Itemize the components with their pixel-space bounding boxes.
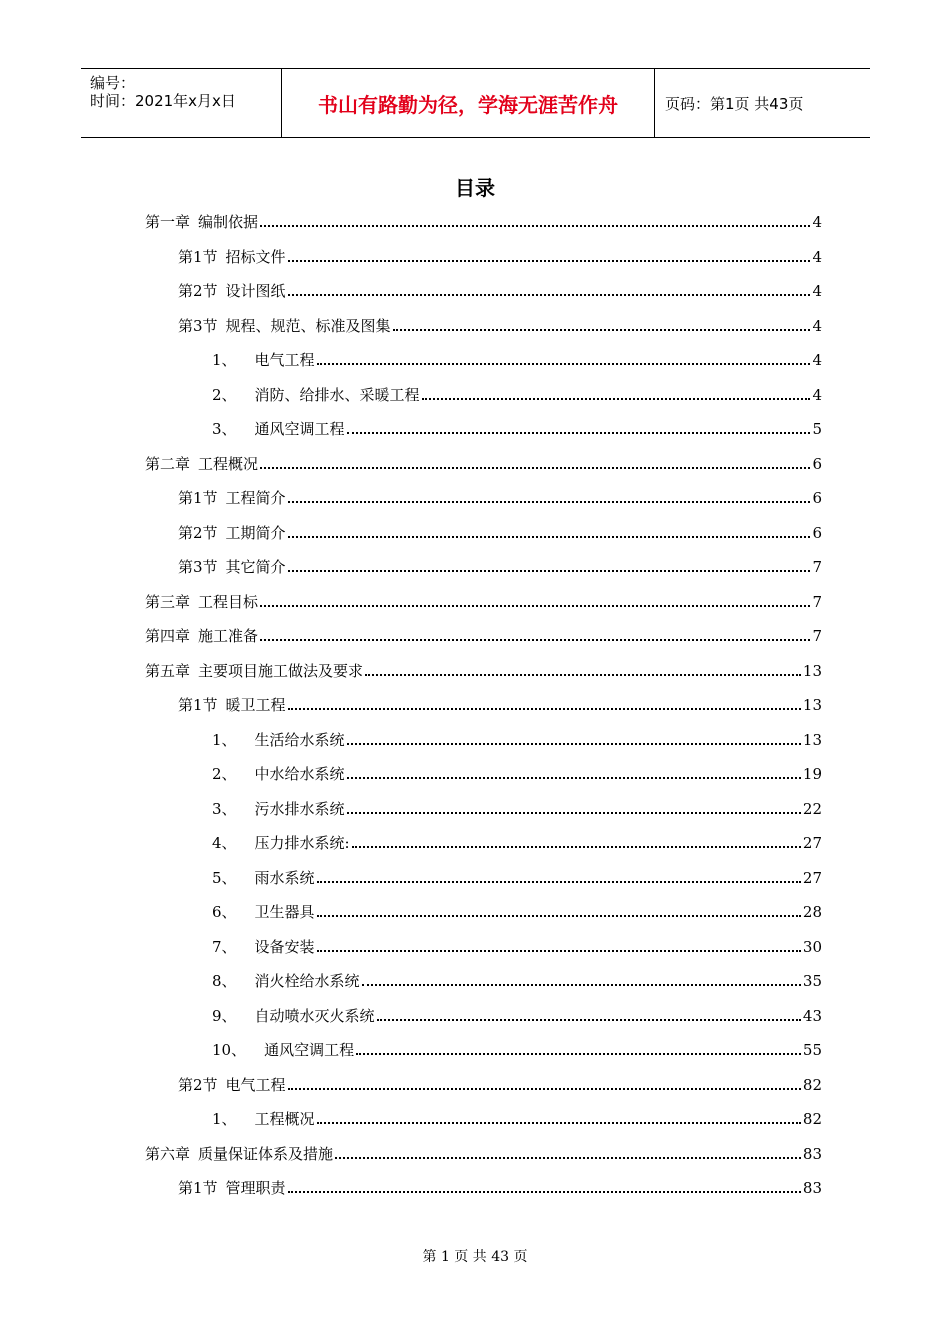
dot-leader xyxy=(288,536,811,538)
toc-entry-number: 1、 xyxy=(212,351,237,369)
toc-entry-number: 第1节 xyxy=(178,696,218,714)
toc-entry[interactable] xyxy=(212,900,822,922)
toc-entry-title: 工程概况 xyxy=(254,1110,315,1128)
toc-entry[interactable] xyxy=(145,210,822,232)
toc-entry-page: 27 xyxy=(802,869,822,887)
dot-leader xyxy=(347,777,801,779)
toc-entry-number: 第1节 xyxy=(178,1179,218,1197)
toc-entry[interactable] xyxy=(178,555,822,577)
toc-entry-number: 第3节 xyxy=(178,558,218,576)
toc-entry-number: 1、 xyxy=(212,731,237,749)
header-motto: 书山有路勤为径，学海无涯苦作舟 xyxy=(318,92,618,117)
toc-entry-page: 82 xyxy=(802,1076,822,1094)
page-header xyxy=(81,68,870,138)
toc-entry-number: 第三章 xyxy=(145,593,191,611)
toc-entry-title: 主要项目施工做法及要求 xyxy=(198,662,364,680)
toc-entry[interactable] xyxy=(145,624,822,646)
toc-entry[interactable] xyxy=(178,279,822,301)
toc-entry-page: 6 xyxy=(812,489,822,507)
header-meta xyxy=(81,69,281,137)
dot-leader xyxy=(347,432,811,434)
dot-leader xyxy=(317,1122,801,1124)
toc-entry-title: 中水给水系统 xyxy=(254,765,345,783)
toc-entry-number: 1、 xyxy=(212,1110,237,1128)
toc-entry-page: 22 xyxy=(802,800,822,818)
toc-entry[interactable] xyxy=(212,1004,822,1026)
toc-entry-number: 10、 xyxy=(212,1041,247,1059)
toc-entry-page: 4 xyxy=(812,386,822,404)
toc-entry-number: 第2节 xyxy=(178,1076,218,1094)
toc-entry-title: 消火栓给水系统 xyxy=(254,972,360,990)
toc-entry-page: 28 xyxy=(802,903,822,921)
toc-entry[interactable] xyxy=(212,762,822,784)
dot-leader xyxy=(288,1088,801,1090)
dot-leader xyxy=(377,1019,801,1021)
toc-entry[interactable] xyxy=(178,486,822,508)
toc-entry-title: 雨水系统 xyxy=(254,869,315,887)
toc-entry-title: 污水排水系统 xyxy=(254,800,345,818)
toc-entry[interactable] xyxy=(178,1073,822,1095)
toc-title: 目录 xyxy=(455,176,495,200)
toc-entry-page: 35 xyxy=(802,972,822,990)
toc-entry[interactable] xyxy=(178,521,822,543)
toc-entry[interactable] xyxy=(212,417,822,439)
toc-entry-page: 7 xyxy=(812,558,822,576)
toc-entry-page: 43 xyxy=(802,1007,822,1025)
toc-entry[interactable] xyxy=(178,693,822,715)
toc-entry-number: 2、 xyxy=(212,765,237,783)
toc-entry-page: 82 xyxy=(802,1110,822,1128)
dot-leader xyxy=(260,225,810,227)
toc-entry-page: 13 xyxy=(802,731,822,749)
toc-entry-number: 6、 xyxy=(212,903,237,921)
dot-leader xyxy=(356,1053,801,1055)
dot-leader xyxy=(288,260,811,262)
toc-entry[interactable] xyxy=(212,831,822,853)
toc-entry-title: 工期简介 xyxy=(225,524,286,542)
toc-entry-title: 生活给水系统 xyxy=(254,731,345,749)
toc-entry-title: 电气工程 xyxy=(225,1076,286,1094)
toc-entry-page: 6 xyxy=(812,524,822,542)
toc-entry-number: 2、 xyxy=(212,386,237,404)
toc-entry[interactable] xyxy=(212,1038,822,1060)
dot-leader xyxy=(288,570,811,572)
toc-entry[interactable] xyxy=(212,969,822,991)
toc-entry[interactable] xyxy=(145,452,822,474)
toc-entry-number: 第2节 xyxy=(178,282,218,300)
dot-leader xyxy=(362,984,801,986)
toc-entry-title: 工程目标 xyxy=(198,593,259,611)
toc-entry-number: 7、 xyxy=(212,938,237,956)
toc-entry-page: 83 xyxy=(802,1179,822,1197)
dot-leader xyxy=(288,501,811,503)
toc-entry-title: 暖卫工程 xyxy=(225,696,286,714)
toc-entry-number: 8、 xyxy=(212,972,237,990)
toc-entry[interactable] xyxy=(212,866,822,888)
dot-leader xyxy=(317,950,801,952)
toc-entry[interactable] xyxy=(212,348,822,370)
toc-entry-page: 13 xyxy=(802,696,822,714)
page-footer: 第 1 页 共 43 页 xyxy=(422,1249,528,1265)
toc-entry-page: 13 xyxy=(802,662,822,680)
toc-entry-title: 自动喷水灭火系统 xyxy=(254,1007,375,1025)
toc-entry-number: 第3节 xyxy=(178,317,218,335)
toc-entry-page: 19 xyxy=(802,765,822,783)
toc-entry-number: 第1节 xyxy=(178,248,218,266)
toc-entry[interactable] xyxy=(212,383,822,405)
toc-entry[interactable] xyxy=(212,728,822,750)
toc-entry-title: 施工准备 xyxy=(198,627,259,645)
toc-entry-title: 工程简介 xyxy=(225,489,286,507)
toc-entry-title: 电气工程 xyxy=(254,351,315,369)
toc-entry-page: 4 xyxy=(812,282,822,300)
toc-entry-number: 第2节 xyxy=(178,524,218,542)
dot-leader xyxy=(288,294,811,296)
toc-entry-title: 卫生器具 xyxy=(254,903,315,921)
toc-entry-number: 第一章 xyxy=(145,213,191,231)
dot-leader xyxy=(393,329,811,331)
toc-entry-number: 第五章 xyxy=(145,662,191,680)
toc-entry-title: 工程概况 xyxy=(198,455,259,473)
toc-entry-page: 83 xyxy=(802,1145,822,1163)
toc-entry-page: 55 xyxy=(802,1041,822,1059)
toc-entry[interactable] xyxy=(212,797,822,819)
toc-entry-title: 招标文件 xyxy=(225,248,286,266)
toc-entry[interactable] xyxy=(145,1142,822,1164)
toc-entry[interactable] xyxy=(145,659,822,681)
serial-label: 编号： xyxy=(90,74,136,92)
toc-entry-page: 4 xyxy=(812,317,822,335)
dot-leader xyxy=(317,363,811,365)
toc-entry-title: 其它简介 xyxy=(225,558,286,576)
dot-leader xyxy=(317,881,801,883)
toc-entry-page: 7 xyxy=(812,593,822,611)
toc-entry-number: 第1节 xyxy=(178,489,218,507)
toc-entry-number: 9、 xyxy=(212,1007,237,1025)
toc-entry-title: 设计图纸 xyxy=(225,282,286,300)
toc-entry[interactable] xyxy=(212,1107,822,1129)
toc-entry-title: 通风空调工程 xyxy=(264,1041,355,1059)
toc-entry[interactable] xyxy=(178,245,822,267)
dot-leader xyxy=(365,674,801,676)
dot-leader xyxy=(347,743,801,745)
dot-leader xyxy=(260,605,810,607)
toc-entry[interactable] xyxy=(145,590,822,612)
toc-entry-page: 4 xyxy=(812,213,822,231)
dot-leader xyxy=(352,846,801,848)
toc-entry-title: 质量保证体系及措施 xyxy=(198,1145,334,1163)
toc-entry-number: 3、 xyxy=(212,420,237,438)
dot-leader xyxy=(317,915,801,917)
dot-leader xyxy=(288,708,801,710)
dot-leader xyxy=(260,639,810,641)
toc-entry-page: 27 xyxy=(802,834,822,852)
toc-entry-page: 7 xyxy=(812,627,822,645)
dot-leader xyxy=(260,467,810,469)
header-page-info: 页码：第1页 共43页 xyxy=(665,95,804,113)
toc-entry-number: 5、 xyxy=(212,869,237,887)
toc-entry-page: 6 xyxy=(812,455,822,473)
toc-entry-number: 第四章 xyxy=(145,627,191,645)
toc-entry-page: 4 xyxy=(812,351,822,369)
toc-entry[interactable] xyxy=(178,314,822,336)
toc-entry-title: 设备安装 xyxy=(254,938,315,956)
toc-entry-title: 管理职责 xyxy=(225,1179,286,1197)
header-divider xyxy=(654,69,655,137)
toc-entry-title: 通风空调工程 xyxy=(254,420,345,438)
toc-entry-number: 3、 xyxy=(212,800,237,818)
toc-entry-title: 规程、规范、标准及图集 xyxy=(225,317,391,335)
toc-entry-page: 4 xyxy=(812,248,822,266)
toc-entry-title: 压力排水系统: xyxy=(254,834,350,852)
toc-entry-title: 消防、给排水、采暖工程 xyxy=(254,386,420,404)
toc-entry-number: 第二章 xyxy=(145,455,191,473)
toc-entry-page: 30 xyxy=(802,938,822,956)
dot-leader xyxy=(422,398,811,400)
dot-leader xyxy=(335,1157,801,1159)
date-label: 时间：2021年x月x日 xyxy=(90,92,236,110)
dot-leader xyxy=(347,812,801,814)
toc-entry-title: 编制依据 xyxy=(198,213,259,231)
toc-entry[interactable] xyxy=(178,1176,822,1198)
toc-entry-page: 5 xyxy=(812,420,822,438)
toc-entry[interactable] xyxy=(212,935,822,957)
dot-leader xyxy=(288,1191,801,1193)
toc-entry-number: 第六章 xyxy=(145,1145,191,1163)
toc-entry-number: 4、 xyxy=(212,834,237,852)
